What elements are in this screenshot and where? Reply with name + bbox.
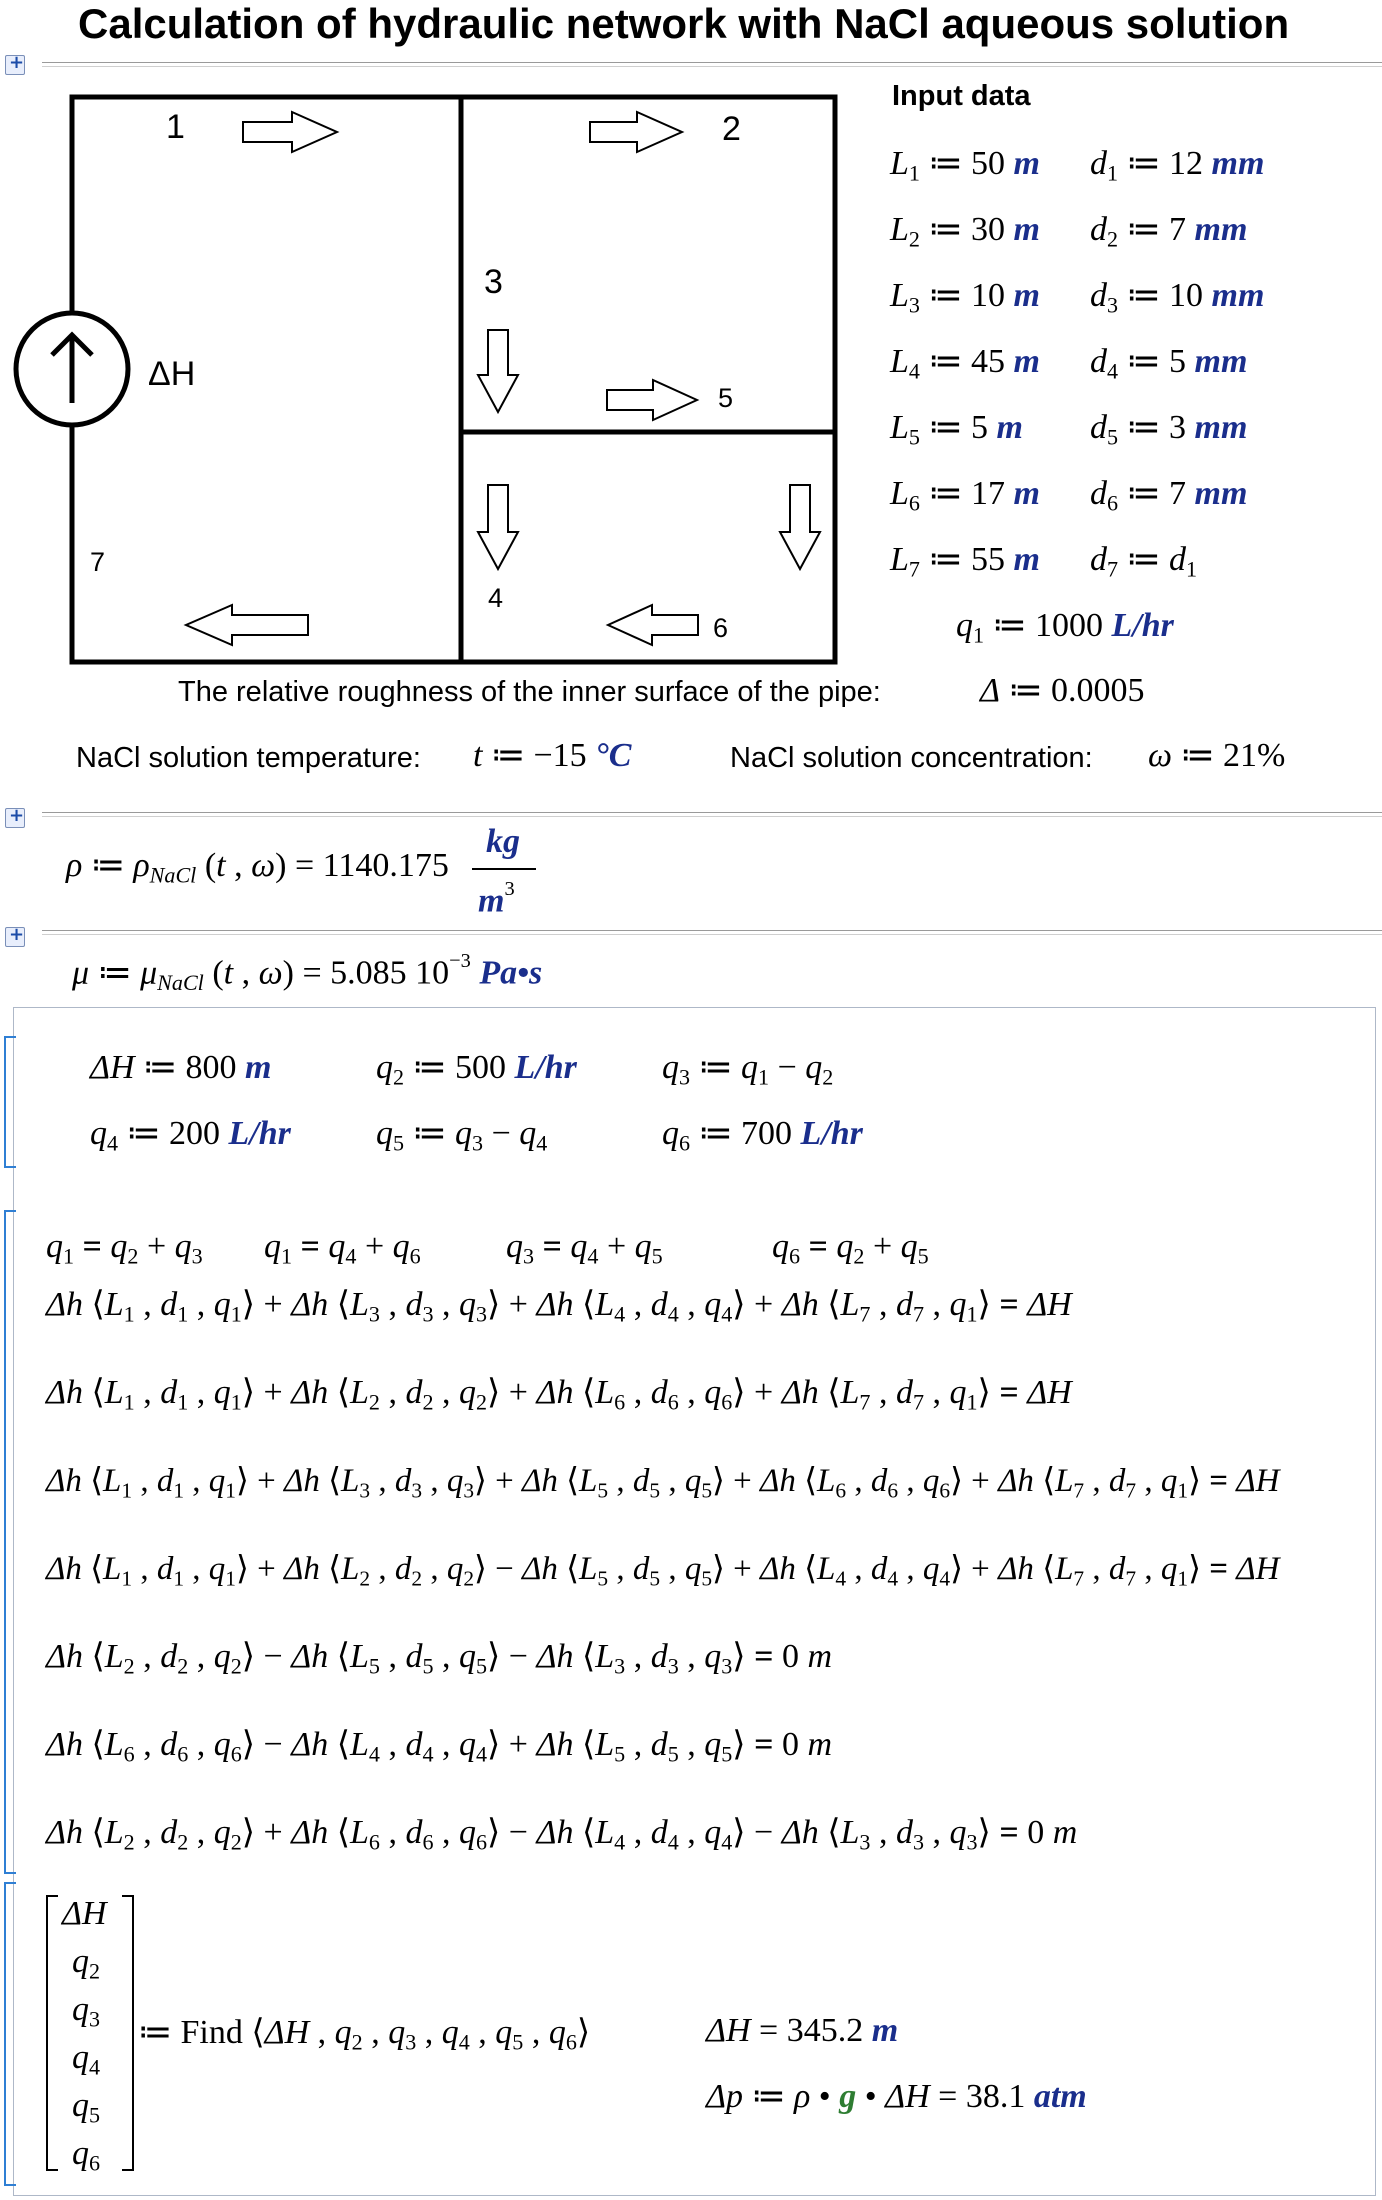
L7-definition: $L_7$ ≔ 55 m (890, 541, 1040, 582)
d5-definition: $d_5$ ≔ 3 mm (1090, 409, 1248, 450)
d6-definition: $d_6$ ≔ 7 mm (1090, 475, 1248, 516)
roughness-definition: Δ ≔ 0.0005 (980, 672, 1145, 709)
arrow-right-icon (607, 380, 697, 420)
L6-definition: $L_6$ ≔ 17 m (890, 475, 1040, 516)
matrix-left-bracket (46, 1895, 58, 2171)
region-bracket (4, 1210, 16, 1874)
loop-equation-4: Δh $⟨L_1$ , $d_1$ , $q_1⟩ + \Delta h$ $⟨L_2$ , $d_2$ , $q_2⟩ - \Delta h$ $⟨L_5$ , $d_5$ , $q_5⟩ + \Delta h$ $⟨L_4$ , $d_4$ , $q_4⟩ + \Delta h$ $⟨L_7$ , $d_7$ , $q_1⟩ = \Delta H$ (46, 1551, 1280, 1591)
matrix-entry-q2: $q_2$ (72, 1943, 101, 1984)
d1-definition: $d_1$ ≔ 12 mm (1090, 145, 1265, 186)
matrix-right-bracket (122, 1895, 134, 2171)
loop-equation-2: Δh $⟨L_1$ , $d_1$ , $q_1⟩ + \Delta h$ $⟨L_2$ , $d_2$ , $q_2⟩ + \Delta h$ $⟨L_6$ , $d_6$ , $q_6⟩ + \Delta h$ $⟨L_7$ , $d_7$ , $q_1⟩ = \Delta H$ (46, 1374, 1072, 1415)
region-separator (42, 812, 1382, 817)
region-separator (42, 930, 1382, 935)
arrow-right-icon (243, 112, 337, 152)
loop-equation-6: Δh $⟨L_6$ , $d_6$ , $q_6⟩ - \Delta h$ $⟨L_4$ , $d_4$ , $q_4⟩ + \Delta h$ $⟨L_5$ , $d_5$ , $q_5⟩ = 0$ m (46, 1726, 832, 1767)
d2-definition: $d_2$ ≔ 7 mm (1090, 211, 1248, 252)
q6-guess: $q_6$ ≔ 700 L/hr (662, 1115, 863, 1156)
pipe-label-3: 3 (484, 263, 503, 301)
arrow-right-icon (590, 112, 682, 152)
L1-definition: $L_1$ ≔ 50 m (890, 145, 1040, 186)
arrow-down-icon (478, 330, 518, 412)
temperature-definition: t ≔ −15 °C (473, 737, 632, 774)
arrow-left-icon (608, 605, 698, 645)
pipe-label-6: 6 (713, 613, 729, 643)
flow-balance-3: $q_3 = q_4 + q_5$ (506, 1228, 663, 1269)
matrix-entry-q6: $q_6$ (72, 2135, 101, 2176)
q2-guess: $q_2$ ≔ 500 L/hr (376, 1049, 577, 1090)
d4-definition: $d_4$ ≔ 5 mm (1090, 343, 1248, 384)
roughness-label: The relative roughness of the inner surface of the pipe: (178, 676, 881, 708)
dp-result: Δp ≔ ρ • g • ΔH = 38.1 atm (706, 2078, 1087, 2115)
d3-definition: $d_3$ ≔ 10 mm (1090, 277, 1265, 318)
concentration-label: NaCl solution concentration: (730, 742, 1093, 774)
q1-definition: $q_1$ ≔ 1000 L/hr (956, 607, 1174, 648)
L4-definition: $L_4$ ≔ 45 m (890, 343, 1040, 384)
region-separator (42, 62, 1382, 67)
arrow-down-icon (780, 485, 820, 569)
concentration-definition: ω ≔ 21% (1148, 737, 1286, 774)
pump-label: ΔH (148, 355, 196, 393)
flow-balance-1: $q_1 = q_2 + q_3$ (46, 1228, 203, 1269)
q3-guess: $q_3$ ≔ $q_1 - q_2$ (662, 1049, 834, 1090)
matrix-entry-dH: ΔH (62, 1895, 107, 1932)
viscosity-definition: μ ≔ $\mu_{NaCl}$ (t , ω) = 5.085 $10^{-3}$ Pa•s (72, 950, 543, 995)
d7-definition: $d_7$ ≔ $d_1$ (1090, 541, 1198, 582)
expand-region-button[interactable] (5, 927, 25, 947)
pipe-label-1: 1 (166, 108, 185, 146)
density-unit-fraction-line (472, 868, 536, 870)
L2-definition: $L_2$ ≔ 30 m (890, 211, 1040, 252)
expand-region-button[interactable] (5, 808, 25, 828)
pipe-label-7: 7 (90, 547, 106, 577)
loop-equation-7: Δh $⟨L_2$ , $d_2$ , $q_2⟩ + \Delta h$ $⟨L_6$ , $d_6$ , $q_6⟩ - \Delta h$ $⟨L_4$ , $d_4$ , $q_4⟩ - \Delta h$ $⟨L_3$ , $d_3$ , $q_3⟩ = 0$ m (46, 1814, 1078, 1855)
find-call: ≔ Find ⟨ΔH , $q_2$ , $q_3$ , $q_4$ , $q_5$ , $q_6⟩$ (138, 2014, 591, 2055)
arrow-left-icon (186, 605, 308, 645)
matrix-entry-q4: $q_4$ (72, 2039, 101, 2080)
arrow-down-icon (478, 485, 518, 569)
density-definition: ρ ≔ $\rho_{NaCl}$ (t , ω) = 1140.175 (66, 847, 449, 888)
dH-result: ΔH = 345.2 m (706, 2012, 899, 2049)
L5-definition: $L_5$ ≔ 5 m (890, 409, 1023, 450)
expand-region-button[interactable] (5, 55, 25, 75)
loop-equation-3: Δh $⟨L_1$ , $d_1$ , $q_1⟩ + \Delta h$ $⟨L_3$ , $d_3$ , $q_3⟩ + \Delta h$ $⟨L_5$ , $d_5$ , $q_5⟩ + \Delta h$ $⟨L_6$ , $d_6$ , $q_6⟩ + \Delta h$ $⟨L_7$ , $d_7$ , $q_1⟩ = \Delta H$ (46, 1463, 1280, 1503)
page-title: Calculation of hydraulic network with NaCl aqueous solution (78, 0, 1290, 47)
pipe-label-2: 2 (722, 110, 741, 148)
q5-guess: $q_5$ ≔ $q_3 - q_4$ (376, 1115, 548, 1156)
L3-definition: $L_3$ ≔ 10 m (890, 277, 1040, 318)
matrix-entry-q3: $q_3$ (72, 1991, 101, 2032)
temperature-label: NaCl solution temperature: (76, 742, 421, 774)
loop-equation-5: Δh $⟨L_2$ , $d_2$ , $q_2⟩ - \Delta h$ $⟨L_5$ , $d_5$ , $q_5⟩ - \Delta h$ $⟨L_3$ , $d_3$ , $q_3⟩ = 0$ m (46, 1638, 832, 1679)
matrix-entry-q5: $q_5$ (72, 2087, 101, 2128)
region-bracket (4, 1882, 16, 2186)
density-unit-denominator: $m^3$ (478, 878, 515, 920)
flow-balance-2: $q_1 = q_4 + q_6$ (264, 1228, 421, 1269)
dH-guess: ΔH ≔ 800 m (90, 1049, 272, 1086)
input-data-heading: Input data (892, 80, 1031, 112)
density-unit-numerator: kg (486, 823, 520, 860)
loop-equation-1: Δh $⟨L_1$ , $d_1$ , $q_1⟩ + \Delta h$ $⟨L_3$ , $d_3$ , $q_3⟩ + \Delta h$ $⟨L_4$ , $d_4$ , $q_4⟩ + \Delta h$ $⟨L_7$ , $d_7$ , $q_1⟩ = \Delta H$ (46, 1286, 1072, 1327)
q4-guess: $q_4$ ≔ 200 L/hr (90, 1115, 291, 1156)
flow-balance-4: $q_6 = q_2 + q_5$ (772, 1228, 929, 1269)
pipe-label-5: 5 (718, 383, 734, 413)
network-diagram (0, 85, 860, 675)
region-bracket (4, 1036, 16, 1168)
pipe-label-4: 4 (488, 583, 504, 613)
